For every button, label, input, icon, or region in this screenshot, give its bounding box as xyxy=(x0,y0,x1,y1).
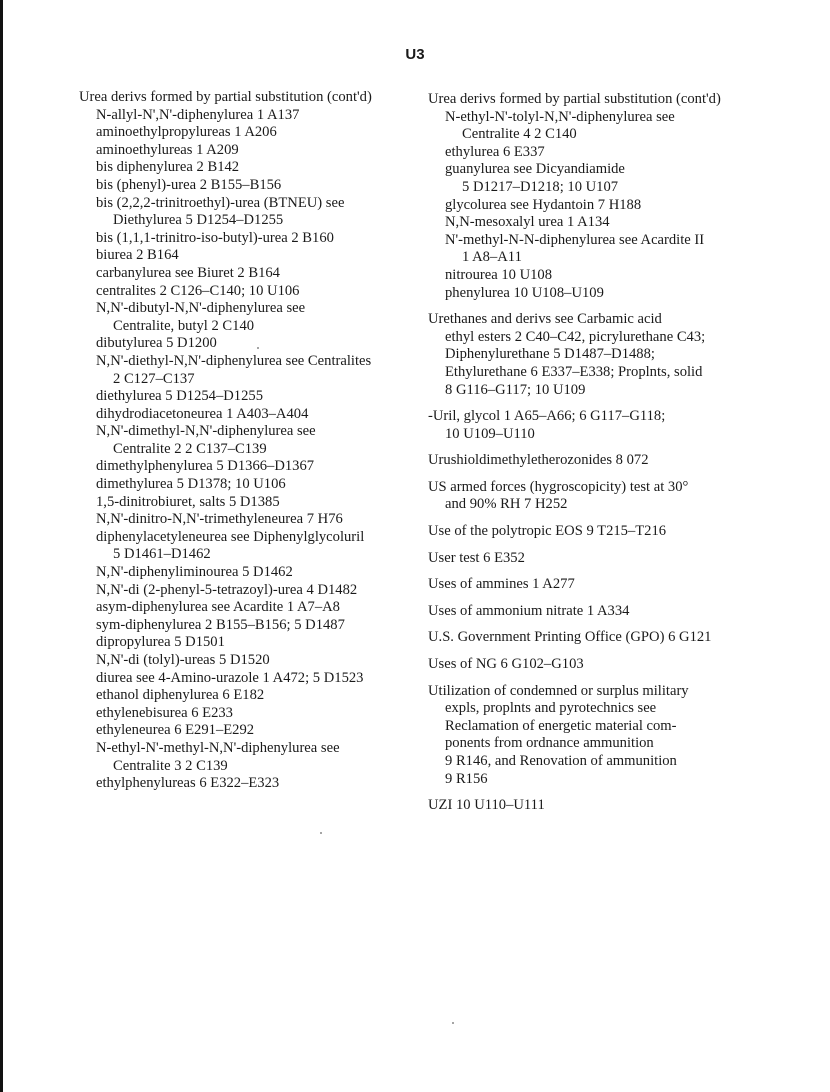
index-entry xyxy=(79,617,419,635)
speck xyxy=(320,832,322,834)
index-entry-line: N'-methyl-N-N-diphenylurea see Acardite II xyxy=(445,231,705,248)
index-entry-line: ethylurea 6 E337 xyxy=(445,143,545,160)
index-entry-line: diethylurea 5 D1254–D1255 xyxy=(96,388,263,405)
index-entry-line: -Uril, glycol 1 A65–A66; 6 G117–G118; xyxy=(428,408,666,425)
index-entry xyxy=(79,230,419,248)
index-entry-line: U.S. Government Printing Office (GPO) 6 G121 xyxy=(428,629,712,646)
index-entry-line: ethyl esters 2 C40–C42, picrylurethane C43; xyxy=(445,328,706,345)
index-entry xyxy=(79,476,419,494)
index-entry-line: bis (phenyl)-urea 2 B155–B156 xyxy=(96,176,282,193)
index-entry-line: N,N-mesoxalyl urea 1 A134 xyxy=(445,214,610,231)
index-entry xyxy=(79,529,419,564)
index-entry-line: bis (1,1,1-trinitro-iso-butyl)-urea 2 B160 xyxy=(96,229,334,246)
index-entry-line: 10 U109–U110 xyxy=(445,425,535,442)
index-entry-line: 1,5-dinitrobiuret, salts 5 D1385 xyxy=(96,493,280,510)
index-entry xyxy=(79,300,419,335)
index-entry xyxy=(79,265,419,283)
index-entry xyxy=(428,364,768,382)
index-entry-line: asym-diphenylurea see Acardite 1 A7–A8 xyxy=(96,599,340,616)
index-entry xyxy=(79,406,419,424)
index-entry xyxy=(79,124,419,142)
index-entry-line: User test 6 E352 xyxy=(428,549,525,566)
index-entry xyxy=(79,177,419,195)
index-entry-line: 5 D1217–D1218; 10 U107 xyxy=(462,178,619,195)
index-entry-line: Centralite 4 2 C140 xyxy=(462,126,577,143)
index-entry-line: 1 A8–A11 xyxy=(462,249,522,266)
index-entry-line: Centralite 2 2 C137–C139 xyxy=(113,440,267,457)
index-column-left xyxy=(79,89,419,793)
index-entry-line: Centralite 3 2 C139 xyxy=(113,757,228,774)
index-entry-line: Uses of NG 6 G102–G103 xyxy=(428,656,584,673)
index-entry-line: 9 R156 xyxy=(445,770,488,787)
index-entry xyxy=(428,656,768,674)
index-entry-line: N,N'-dinitro-N,N'-trimethyleneurea 7 H76 xyxy=(96,511,343,528)
index-entry xyxy=(428,382,768,400)
index-entry-line: UZI 10 U110–U111 xyxy=(428,797,545,814)
index-entry-line: dimethylphenylurea 5 D1366–D1367 xyxy=(96,458,315,475)
index-entry-line: N,N'-dibutyl-N,N'-diphenylurea see xyxy=(96,300,306,317)
index-entry-line: 8 G116–G117; 10 U109 xyxy=(445,381,586,398)
index-entry xyxy=(428,408,768,443)
index-entry xyxy=(79,195,419,230)
index-entry xyxy=(79,89,419,107)
index-entry xyxy=(428,109,768,144)
index-entry-line: N,N'-diphenyliminourea 5 D1462 xyxy=(96,564,293,581)
index-entry xyxy=(428,311,768,329)
index-entry xyxy=(428,214,768,232)
index-entry xyxy=(79,142,419,160)
index-entry-line: dibutylurea 5 D1200 xyxy=(96,335,217,352)
index-entry-line: Use of the polytropic EOS 9 T215–T216 xyxy=(428,523,667,540)
page-heading: U3 xyxy=(405,46,425,63)
index-entry xyxy=(79,705,419,723)
index-entry-line: aminoethylpropylureas 1 A206 xyxy=(96,124,277,141)
index-entry xyxy=(428,629,768,647)
index-entry-line: ethylenebisurea 6 E233 xyxy=(96,704,233,721)
index-entry-line: Urethanes and derivs see Carbamic acid xyxy=(428,311,662,328)
index-entry-line: Utilization of condemned or surplus military xyxy=(428,682,689,699)
index-entry xyxy=(79,247,419,265)
index-entry xyxy=(79,107,419,125)
index-entry-line: US armed forces (hygroscopicity) test at 30° xyxy=(428,478,689,495)
index-entry-line: Urea derivs formed by partial substitution (cont'd) xyxy=(428,91,721,107)
index-entry-line: ethyleneurea 6 E291–E292 xyxy=(96,722,255,739)
index-entry-line: carbanylurea see Biuret 2 B164 xyxy=(96,264,280,281)
scan-edge xyxy=(0,0,3,1092)
index-entry xyxy=(428,267,768,285)
index-entry xyxy=(428,161,768,196)
index-entry-line: Centralite, butyl 2 C140 xyxy=(113,317,255,334)
index-entry-line: N,N'-dimethyl-N,N'-diphenylurea see xyxy=(96,423,316,440)
index-entry xyxy=(428,144,768,162)
index-entry xyxy=(428,797,768,815)
index-entry xyxy=(79,423,419,458)
index-entry xyxy=(428,329,768,347)
index-entry-line: N-allyl-N',N'-diphenylurea 1 A137 xyxy=(96,106,300,123)
index-entry-line: Urea derivs formed by partial substitution (cont'd) xyxy=(79,89,372,105)
index-entry xyxy=(428,576,768,594)
index-entry xyxy=(428,232,768,267)
index-entry-line: Uses of ammonium nitrate 1 A334 xyxy=(428,602,630,619)
index-entry-line: and 90% RH 7 H252 xyxy=(445,496,568,513)
index-entry xyxy=(79,687,419,705)
index-entry-line: ethanol diphenylurea 6 E182 xyxy=(96,687,265,704)
index-entry xyxy=(428,550,768,568)
index-entry xyxy=(428,197,768,215)
index-entry-line: dihydrodiacetoneurea 1 A403–A404 xyxy=(96,405,309,422)
index-entry xyxy=(79,582,419,600)
index-entry-line: phenylurea 10 U108–U109 xyxy=(445,284,604,301)
index-entry xyxy=(79,511,419,529)
index-entry xyxy=(428,91,768,109)
index-entry xyxy=(79,494,419,512)
speck xyxy=(452,1022,454,1024)
index-entry-line: biurea 2 B164 xyxy=(96,247,179,264)
index-entry-line: N,N'-diethyl-N,N'-diphenylurea see Centralites xyxy=(96,352,372,369)
index-entry-line: Uses of ammines 1 A277 xyxy=(428,576,575,593)
index-entry-line: diurea see 4-Amino-urazole 1 A472; 5 D1523 xyxy=(96,669,364,686)
index-entry xyxy=(79,283,419,301)
index-entry-line: centralites 2 C126–C140; 10 U106 xyxy=(96,282,300,299)
index-entry xyxy=(79,740,419,775)
speck xyxy=(257,347,259,349)
index-entry-line: nitrourea 10 U108 xyxy=(445,266,552,283)
index-entry xyxy=(428,346,768,364)
index-entry xyxy=(428,603,768,621)
index-entry-line: bis (2,2,2-trinitroethyl)-urea (BTNEU) see xyxy=(96,194,345,211)
index-entry-line: glycolurea see Hydantoin 7 H188 xyxy=(445,196,642,213)
index-entry-line: 9 R146, and Renovation of ammunition xyxy=(445,753,677,769)
index-entry-line: guanylurea see Dicyandiamide xyxy=(445,161,625,178)
index-entry xyxy=(79,670,419,688)
index-entry-line: ethylphenylureas 6 E322–E323 xyxy=(96,775,280,792)
index-entry xyxy=(79,775,419,793)
index-entry xyxy=(428,683,768,789)
index-column-right xyxy=(428,91,768,815)
index-entry-line: sym-diphenylurea 2 B155–B156; 5 D1487 xyxy=(96,616,345,633)
index-entry xyxy=(428,285,768,303)
index-entry-line: 2 C127–C137 xyxy=(113,370,195,387)
index-entry xyxy=(79,634,419,652)
index-entry-line: dimethylurea 5 D1378; 10 U106 xyxy=(96,476,286,493)
index-entry-line: bis diphenylurea 2 B142 xyxy=(96,159,240,176)
index-entry xyxy=(79,458,419,476)
index-entry xyxy=(79,564,419,582)
index-entry-line: dipropylurea 5 D1501 xyxy=(96,634,225,651)
index-entry-line: N,N'-di (tolyl)-ureas 5 D1520 xyxy=(96,652,270,668)
index-entry-line: N,N'-di (2-phenyl-5-tetrazoyl)-urea 4 D1482 xyxy=(96,581,358,598)
index-entry-line: Diethylurea 5 D1254–D1255 xyxy=(113,212,284,229)
index-entry xyxy=(79,652,419,670)
index-entry-line: diphenylacetyleneurea see Diphenylglycoluril xyxy=(96,528,365,545)
index-entry xyxy=(79,599,419,617)
index-entry-line: 5 D1461–D1462 xyxy=(113,546,211,563)
index-entry xyxy=(428,479,768,514)
index-entry xyxy=(79,722,419,740)
index-entry-line: Diphenylurethane 5 D1487–D1488; xyxy=(445,346,655,363)
index-entry-line: expls, proplnts and pyrotechnics see xyxy=(445,700,657,717)
index-entry-line: Ethylurethane 6 E337–E338; Proplnts, solid xyxy=(445,363,703,380)
index-entry xyxy=(428,523,768,541)
index-entry xyxy=(79,388,419,406)
index-entry xyxy=(428,452,768,470)
index-entry xyxy=(79,353,419,388)
index-entry-line: N-ethyl-N'-tolyl-N,N'-diphenylurea see xyxy=(445,108,675,125)
index-entry xyxy=(79,335,419,353)
index-entry xyxy=(79,159,419,177)
index-entry-line: Urushioldimethyletherozonides 8 072 xyxy=(428,452,649,469)
index-entry-line: Reclamation of energetic material com- xyxy=(445,717,677,734)
index-entry-line: aminoethylureas 1 A209 xyxy=(96,141,239,158)
index-entry-line: ponents from ordnance ammunition xyxy=(445,735,654,752)
index-entry-line: N-ethyl-N'-methyl-N,N'-diphenylurea see xyxy=(96,739,340,756)
